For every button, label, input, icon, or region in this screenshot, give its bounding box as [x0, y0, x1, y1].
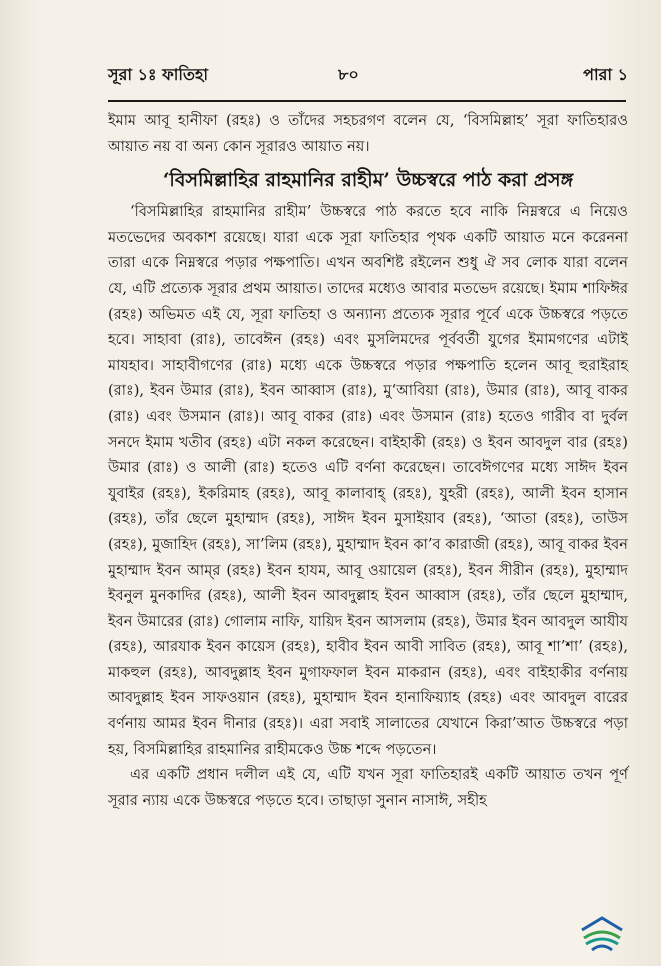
- logo-arc-blue: [592, 946, 612, 950]
- intro-paragraph: ইমাম আবূ হানীফা (রহঃ) ও তাঁদের সহচরগণ বলেন যে, ‘বিসমিল্লাহ’ সূরা ফাতিহারও আয়াত নয় বা অন্য কোন সূরারও আয়াত নয়।: [108, 112, 628, 155]
- page-body: [108, 108, 628, 813]
- logo-roof: [582, 918, 622, 930]
- header-rule: [108, 100, 626, 102]
- paragraph-2: এর একটি প্রধান দলীল এই যে, এটি যখন সূরা ফাতিহারই একটি আয়াত তখন পূর্ণ সূরার ন্যায় একে উচ্চস্বরে পড়তে হবে। তাছাড়া সুনান নাসাঈ, সহীহ: [108, 766, 628, 809]
- publisher-logo-icon: [578, 912, 626, 956]
- section-heading: ‘বিসমিল্লাহির রাহমানির রাহীম’ উচ্চস্বরে পাঠ করা প্রসঙ্গ: [162, 169, 574, 192]
- logo-arc-teal: [586, 939, 618, 944]
- paragraph-1: ‘বিসমিল্লাহির রাহমানির রাহীম’ উচ্চস্বরে পাঠ করতে হবে নাকি নিম্নস্বরে এ নিয়েও মতভেদের অবকাশ রয়েছে। যারা একে সূরা ফাতিহার পৃথক একটি আয়াত মনে করেননা তারা একে নিম্নস্বরে পড়ার পক্ষপাতি। এখন অবশিষ্ট রইলেন শুধু ঐ সব লোক যারা বলেন যে, এটি প্রত্যেক সূরার প্রথম আয়াত। তাদের মধ্যেও আবার মতভেদ রয়েছে। ইমাম শাফিঈর (রহঃ) অভিমত এই যে, সূরা ফাতিহা ও অন্যান্য প্রত্যেক সূরার পূর্বে একে উচ্চস্বরে পড়তে হবে। সাহাবা (রাঃ), তাবেঈন (রহঃ) এবং মুসলিমদের পূর্ববর্তী যুগের ইমামগণের এটাই মাযহাব। সাহাবীগণের (রাঃ) মধ্যে একে উচ্চস্বরে পড়ার পক্ষপাতি হলেন আবূ হুরাইরাহ (রাঃ), ইবন উমার (রাঃ), ইবন আব্বাস (রাঃ), মু‘আবিয়া (রাঃ), উমার (রাঃ), আবূ বাকর (রাঃ) এবং উসমান (রাঃ)। আবূ বাকর (রাঃ) এবং উসমান (রাঃ) হতেও গারীব বা দুর্বল সনদে ইমাম খতীব (রহঃ) এটা নকল করেছেন। বাইহাকী (রহঃ) ও ইবন আবদুল বার (রহঃ) উমার (রাঃ) ও আলী (রাঃ) হতেও এটি বর্ণনা করেছেন। তাবেঈগণের মধ্যে সাঈদ ইবন যুবাইর (রহঃ), ইকরিমাহ (রহঃ), আবূ কালাবাহ্ (রহঃ), যুহরী (রহঃ), আলী ইবন হাসান (রহঃ), তাঁর ছেলে মুহাম্মাদ (রহঃ), সাঈদ ইবন মুসাইয়াব (রহঃ), ‘আতা (রহঃ), তাউস (রহঃ), মুজাহিদ (রহঃ), সা’লিম (রহঃ), মুহাম্মাদ ইবন কা’ব কারাজী (রহঃ), আবূ বাকর ইবন মুহাম্মাদ ইবন আম্‌র (রহঃ) ইবন হাযম, আবূ ওয়ায়েল (রহঃ), ইবন সীরীন (রহঃ), মুহাম্মাদ ইবনুল মুনকাদির (রহঃ), আলী ইবন আবদুল্লাহ ইবন আব্বাস (রহঃ), তাঁর ছেলে মুহাম্মাদ, ইবন উমারের (রাঃ) গোলাম নাফি, যায়িদ ইবন আসলাম (রহঃ), উমার ইবন আবদুল আযীয (রহঃ), আরযাক ইবন কায়েস (রহঃ), হাবীব ইবন আবী সাবিত (রহঃ), আবূ শা’শা’ (রহঃ), মাকহুল (রহঃ), আবদুল্লাহ ইবন মুগাফফাল ইবন মাকরান (রহঃ), এবং বাইহাকীর বর্ণনায় আবদুল্লাহ ইবন সাফওয়ান (রহঃ), মুহাম্মাদ ইবন হানাফিয়্যাহ (রহঃ) এবং আবদুল বারের বর্ণনায় আমর ইবন দীনার (রহঃ)। এরা সবাই সালাতের যেখানে কিরা’আত উচ্চস্বরে পড়া হয়, বিসমিল্লাহির রাহমানির রাহীমকেও উচ্চ শব্দে পড়তেন।: [108, 203, 628, 758]
- surah-label: সূরা ১ঃ ফাতিহা: [108, 65, 209, 84]
- para-label: পারা ১: [583, 65, 628, 84]
- page-number: ৮০: [338, 65, 359, 84]
- logo-arc-green: [584, 932, 620, 938]
- page-header: [108, 58, 628, 88]
